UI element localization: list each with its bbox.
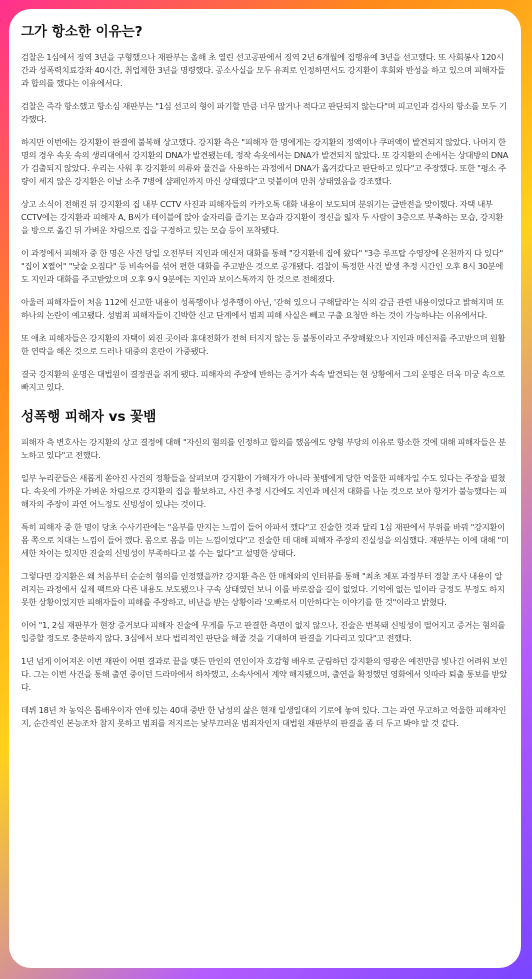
paragraph: 상고 소식이 전해진 뒤 강지환의 집 내부 CCTV 사진과 피해자들의 카카오톡 대화 내용이 보도되며 분위기는 급반전을 맞이했다. 자택 내부 CCTV에는 강지환과 피해자 A, B씨가 테이블에 앉아 술자리를 즐기는 모습과 강지환이 정신을 잃자 두 사람이 3층으로 부축하는 모습, 강지환을 방으로 옮긴 뒤 가벼운 차림으로 집을 구경하고 있는 모습 등이 포착됐다. <box>21 199 504 235</box>
paragraph: 1년 넘게 이어져온 이번 재판이 어떤 결과로 끝을 맺든 만인의 연인이자 호감형 배우로 군림하던 강지환의 영광은 예전만큼 빛나긴 어려워 보인다. 그는 이번 사건을 통해 출연 중이던 드라마에서 하차했고, 소속사에서 계약 해지됐으며, 출연을 확정했던 영화에서 잇따라 퇴출 통보를 받았다. <box>21 656 508 692</box>
article-card <box>9 9 521 968</box>
article-body <box>9 9 521 730</box>
paragraph: 결국 강지환의 운명은 대법원이 결정권을 쥐게 됐다. 피해자의 주장에 반하는 증거가 속속 발견되는 현 상황에서 그의 운명은 더욱 미궁 속으로 빠지고 있다. <box>21 369 505 392</box>
paragraph: 그렇다면 강지환은 왜 처음부터 순순히 혐의를 인정했을까? 강지환 측은 한 매체와의 인터뷰를 통해 "최초 체포 과정부터 경찰 조사 내용이 알려지는 과정에서 실제 팩트와 다른 내용도 보도됐으나 구속 상태였던 보니 이를 바로잡을 길이 없었다. 기억에 없는 일이라 긍정도 부정도 하지 못한 상황이었지만 피해자들이 피해를 주장하고, 비난을 받는 상황이라 '오빠로서 미안하다'는 이야기를 한 것"이라고 밝혔다. <box>21 571 505 607</box>
paragraph: 피해자 측 변호사는 강지환의 상고 결정에 대해 "자신의 혐의를 인정하고 합의를 했음에도 양형 부당의 이유로 항소한 것에 대해 피해자들은 분노하고 있다"고 전했다. <box>21 437 506 460</box>
section-heading-2: 성폭행 피해자 vs 꽃뱀 <box>21 409 157 425</box>
paragraph: 데뷔 18년 차 농익은 톱배우이자 연애 있는 40대 중반 한 남성의 삶은 현재 일생일대의 기로에 놓여 있다. 그는 과연 무고하고 억울한 피해자인지, 순간적인 본능조차 참지 못하고 범죄를 저지르는 낯부끄러운 범죄자인지 대법원 재판부의 판결을 좀 더 두고 봐야 알 것 같다. <box>21 705 507 728</box>
paragraph: 이어 "1, 2심 재판부가 현장 증거보다 피해자 진술에 무게를 두고 판결한 측면이 없지 않으나, 진술은 번복돼 신빙성이 떨어지고 증거는 혐의를 입증할 정도로 충분하지 않다. 3심에서 보다 법리적인 판단을 해줄 것을 기대하며 판결을 기다리고 있다"고 전했다. <box>21 620 506 643</box>
paragraph: 일부 누리꾼들은 새롭게 쏟아진 사건의 정황들을 살펴보며 강지환이 가해자가 아니라 꽃뱀에게 당한 억울한 피해자일 수도 있다는 주장을 펼쳤다. 속옷에 가까운 가벼운 차림으로 강지환의 집을 활보하고, 사건 추정 시간에도 지인과 메신저 대화를 나눈 것으로 보아 항거가 불능했다는 피해자의 주장이 과연 어느정도 신빙성이 있냐는 것이다. <box>21 473 507 509</box>
paragraph: 검찰은 1심에서 징역 3년을 구형했으나 재판부는 올해 초 열린 선고공판에서 징역 2년 6개월에 집행유예 3년을 선고했다. 또 사회봉사 120시간과 성폭력치료강좌 40시간, 취업제한 3년을 명령했다. 공소사실을 모두 유죄로 인정하면서도 강지환이 후회와 반성을 하고 있으며 피해자들과 합의를 했다는 이유에서다. <box>21 52 505 88</box>
section-heading-1: 그가 항소한 이유는? <box>21 24 143 40</box>
paragraph: 특히 피해자 중 한 명이 당초 수사기관에는 "음부를 만지는 느낌이 들어 아파서 깼다"고 진술한 것과 달리 1심 재판에서 부위를 바꿔 "강지환이 몸 쪽으로 치대는 느낌이 들어 깼다. 몸으로 몸을 미는 느낌이었다"고 진술한 데 대해 피해자 주장의 진실성을 의심했다. 재판부는 이에 대해 "미세한 차이는 있지만 진술의 신빙성이 부족하다고 볼 수는 없다"고 설명한 상태다. <box>21 522 509 558</box>
paragraph: 하지만 이번에는 강지환이 판결에 불복해 상고했다. 강지환 측은 "피해자 한 명에게는 강지환의 정액이나 쿠퍼액이 발견되지 않았다. 나머지 한 명의 경우 속옷 속의 생리대에서 강지환의 DNA가 발견됐는데, 정작 속옷에서는 DNA가 발견되지 않았다. 또 강지환의 손에서는 상대방의 DNA가 검출되지 않았다. 우리는 사워 후 강지환의 의류와 물건을 사용하는 과정에서 DNA가 옮겨갔다고 판단하고 있다"고 주장했다. 또한 "평소 주량이 세지 않은 강지환은 이날 소주 7병에 샴페인까지 마신 상태였다"고 덧붙이며 만취 상태였음을 강조했다. <box>21 137 509 186</box>
paragraph: 아울러 피해자들이 처음 112에 신고한 내용이 성폭행이나 성추행이 아닌, '갇혀 있으니 구해달라'는 식의 감금 관련 내용이었다고 밝혀지며 또 하나의 논란이 예고됐다. 성범죄 피해자들이 긴박한 신고 단계에서 범죄 피해 사실은 빼고 구출 요청만 하는 것이 가능하냐는 이유에서다. <box>21 297 504 320</box>
paragraph: 이 과정에서 피해자 중 한 명은 사건 당일 오전부터 지인과 메신저 대화를 통해 "강지환네 집에 왔다" "3층 루프탑 수영장에 온천까지 다 있다" "집이 X쩔어" "낮술 오짐다" 등 비속어를 섞어 편한 대화를 주고받은 것으로 공개됐다. 검찰이 특정한 사건 발생 추정 시간인 오후 8시 30분에도 지인과 대화를 주고받았으며 오후 9시 9분에는 지인과 보이스톡까지 한 것으로 전해졌다. <box>21 248 504 284</box>
paragraph: 또 애초 피해자들은 강지환의 자택이 외진 곳이라 휴대전화가 전혀 터지지 않는 등 불통이라고 주장해왔으나 지인과 메신저를 주고받으며 원활한 연락을 해온 것으로 드러나 대중의 혼란이 가중됐다. <box>21 333 506 356</box>
paragraph: 검찰은 즉각 항소했고 항소심 재판부는 "1심 선고의 형이 파기할 만큼 너무 많거나 적다고 판단되지 않는다"며 피고인과 검사의 항소를 모두 기각했다. <box>21 101 507 124</box>
